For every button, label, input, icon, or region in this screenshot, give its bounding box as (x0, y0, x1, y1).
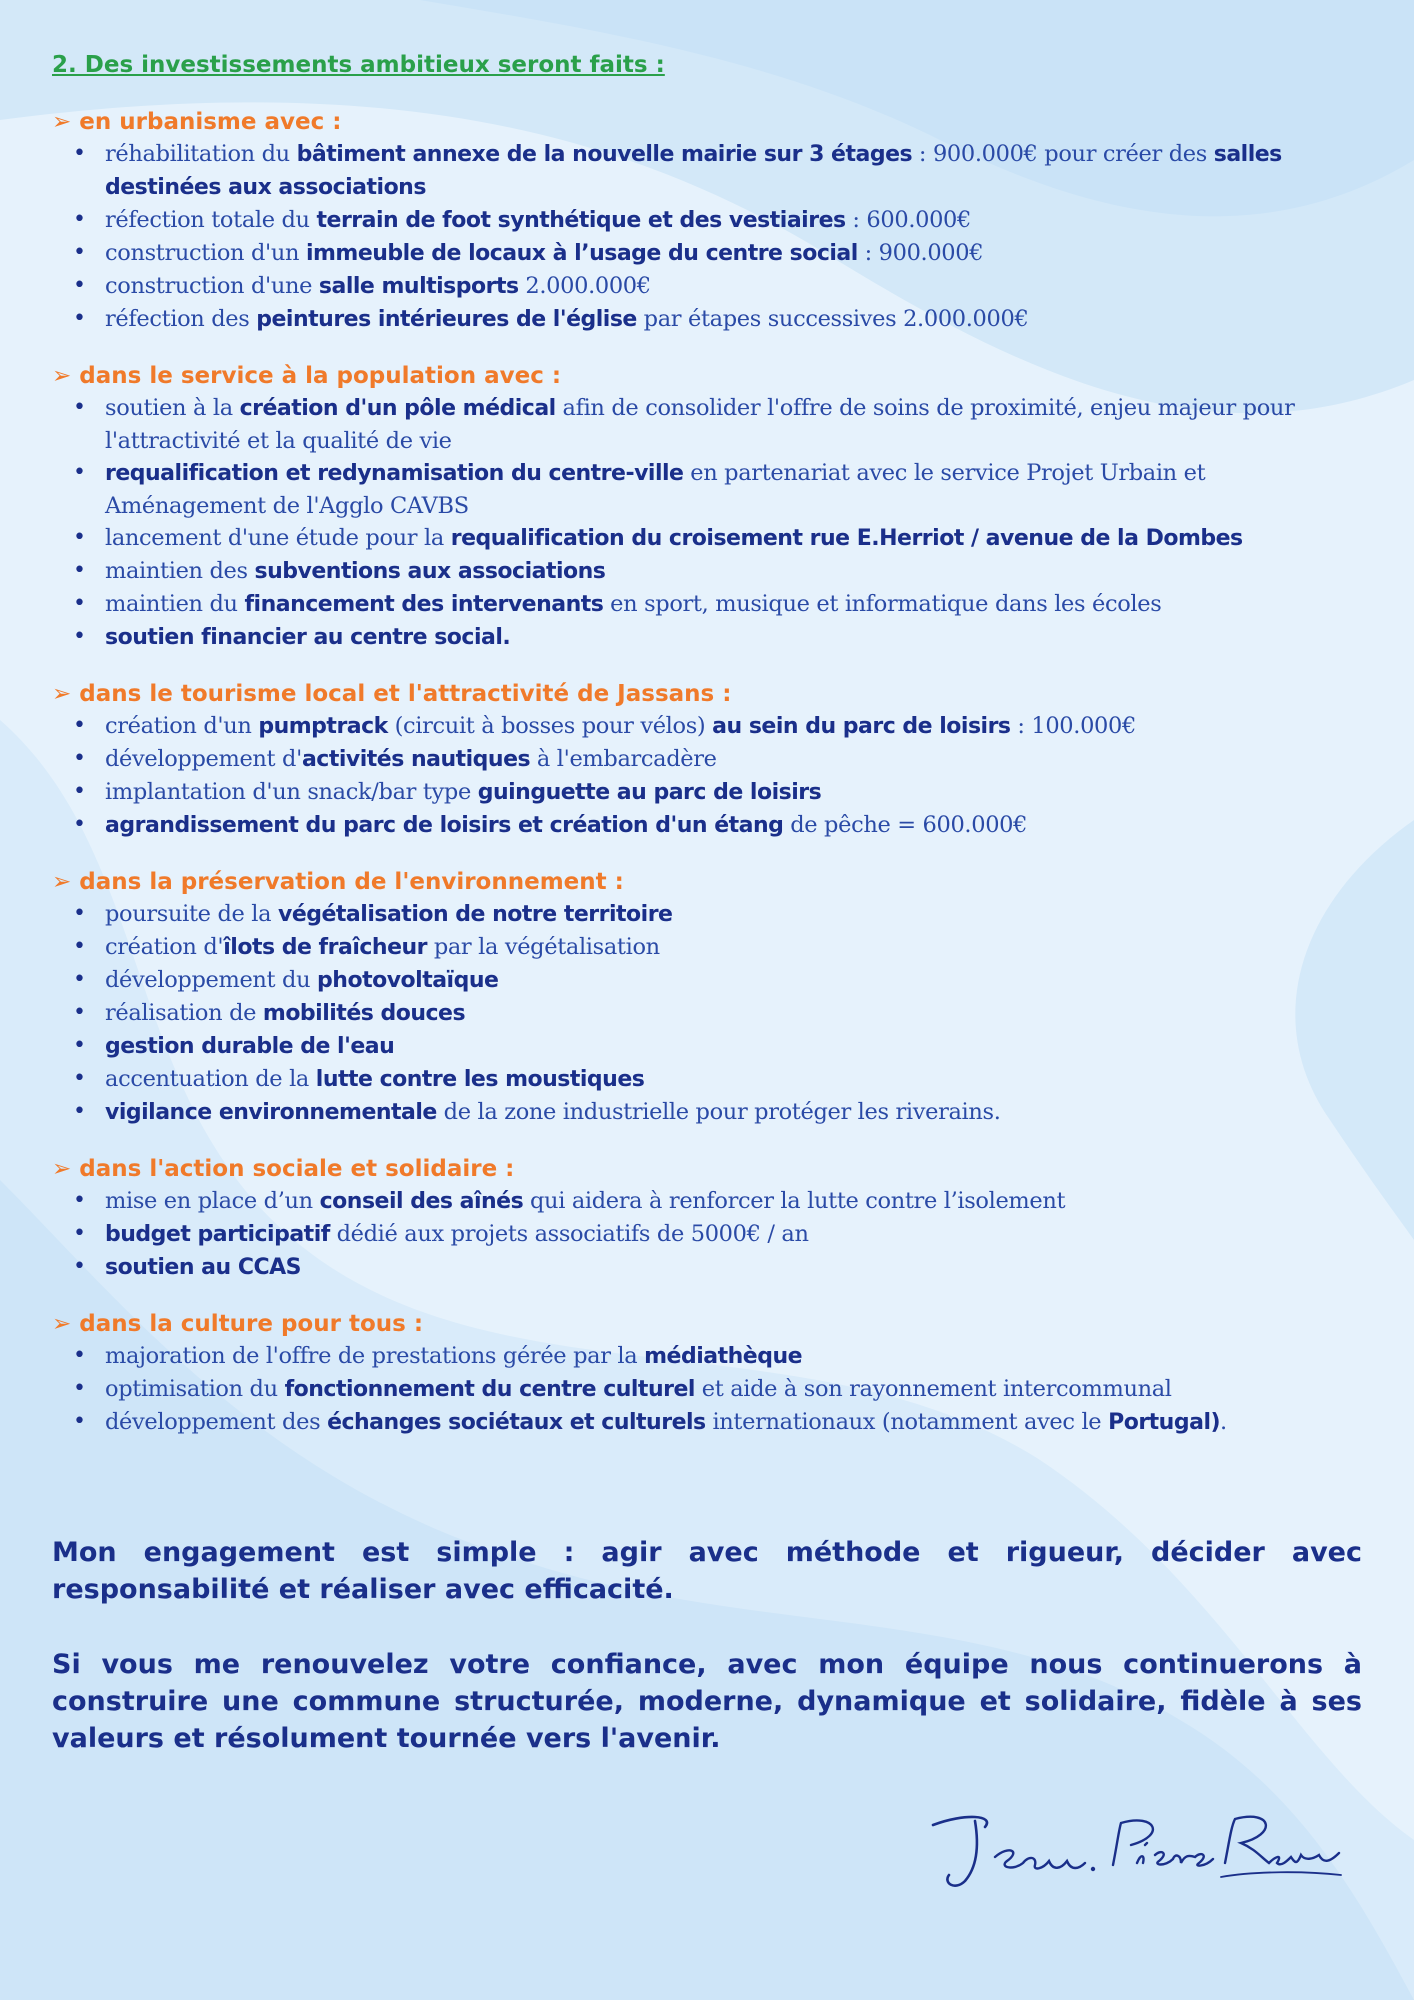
list-item (105, 237, 1362, 270)
list-item (105, 555, 1362, 588)
emphasis-text: conseil des aînés (319, 1189, 524, 1214)
item-text: : 900.000€ (857, 240, 984, 266)
list-item (105, 270, 1362, 303)
item-text: internationaux (notamment avec le (705, 1409, 1109, 1435)
item-text: poursuite de la (105, 901, 278, 927)
section-title-text: dans l'action sociale et solidaire : (79, 1156, 515, 1182)
section-3 (52, 866, 1362, 1129)
list-item (105, 588, 1362, 621)
item-text: de la zone industrielle pour protéger les riverains. (436, 1099, 1001, 1125)
item-text: : 900.000€ pour créer des (912, 141, 1214, 167)
emphasis-text: financement des intervenants (244, 592, 604, 617)
emphasis-text: échanges sociétaux et culturels (327, 1410, 706, 1435)
item-text: en partenariat avec le service Projet Urbain et Aménagement de l'Agglo CAVBS (105, 460, 1206, 519)
emphasis-text: immeuble de locaux à l’usage du centre social (305, 241, 858, 266)
section-title (52, 866, 1362, 898)
list-item (105, 303, 1362, 336)
item-text: 2.000.000€ (518, 273, 651, 299)
item-text: développement des (105, 1409, 328, 1435)
item-text: et aide à son rayonnement intercommunal (694, 1376, 1172, 1402)
item-text: majoration de l'offre de prestations gérée par la (105, 1343, 645, 1369)
bullet-list (52, 710, 1362, 842)
item-text: réhabilitation du (105, 141, 297, 167)
handwritten-signature (925, 1805, 1345, 1895)
emphasis-text: requalification du croisement rue E.Herriot / avenue de la Dombes (450, 526, 1243, 551)
item-text: construction d'une (105, 273, 319, 299)
item-text: lancement d'une étude pour la (105, 525, 451, 551)
emphasis-text: végétalisation de notre territoire (277, 902, 673, 927)
emphasis-text: pumptrack (258, 714, 388, 739)
section-title-text: dans le service à la population avec : (79, 363, 562, 389)
list-item (105, 898, 1362, 931)
item-text: : 600.000€ (845, 207, 971, 233)
list-item (105, 743, 1362, 776)
item-text: création d' (105, 934, 224, 960)
emphasis-text: au sein du parc de loisirs (712, 714, 1011, 739)
item-text: maintien des (105, 558, 255, 584)
list-item (105, 1063, 1362, 1096)
arrow-bullet-icon: ➢ (52, 363, 72, 389)
item-text: mise en place d’un (105, 1188, 320, 1214)
item-text: (circuit à bosses pour vélos) (387, 713, 713, 739)
emphasis-text: médiathèque (644, 1344, 803, 1369)
list-item (105, 964, 1362, 997)
item-text: : 100.000€ (1010, 713, 1136, 739)
list-item (105, 1096, 1362, 1129)
emphasis-text: gestion durable de l'eau (105, 1034, 395, 1059)
section-0 (52, 106, 1362, 336)
section-5 (52, 1308, 1362, 1439)
item-text: soutien à la (105, 395, 240, 421)
item-text: maintien du (105, 591, 245, 617)
section-title (52, 360, 1362, 392)
emphasis-text: salles destinées aux associations (105, 142, 1282, 200)
emphasis-text: soutien financier au centre social. (105, 625, 511, 650)
item-text: réalisation de (105, 1000, 263, 1026)
emphasis-text: Portugal) (1108, 1410, 1221, 1435)
arrow-bullet-icon: ➢ (52, 681, 72, 707)
closing-paragraph-2: Si vous me renouvelez votre confiance, avec mon équipe nous continuerons à construire une commune structurée, moderne, dynamique et solidaire, fidèle à ses valeurs et résolument tournée vers l'avenir. (52, 1649, 1362, 1754)
item-text: développement d' (105, 746, 302, 772)
emphasis-text: terrain de foot synthétique et des vestiaires (316, 208, 846, 233)
emphasis-text: soutien au CCAS (105, 1255, 301, 1280)
list-item (105, 931, 1362, 964)
sections-container (52, 106, 1362, 1439)
list-item (105, 1185, 1362, 1218)
emphasis-text: lutte contre les moustiques (315, 1067, 645, 1092)
emphasis-text: salle multisports (318, 274, 519, 299)
section-title-text: dans la culture pour tous : (79, 1311, 424, 1337)
section-4 (52, 1153, 1362, 1284)
section-1 (52, 360, 1362, 654)
list-item (105, 392, 1362, 457)
item-text: de pêche = 600.000€ (783, 812, 1028, 838)
page-heading: 2. Des investissements ambitieux seront faits : (52, 52, 665, 78)
closing-paragraph-1: Mon engagement est simple : agir avec méthode et rigueur, décider avec responsabilité et réaliser avec efficacité. (52, 1537, 1362, 1605)
arrow-bullet-icon: ➢ (52, 1311, 72, 1337)
bullet-list (52, 138, 1362, 336)
arrow-bullet-icon: ➢ (52, 869, 72, 895)
item-text: implantation d'un snack/bar type (105, 779, 478, 805)
item-text: par étapes successives 2.000.000€ (636, 306, 1029, 332)
list-item (105, 1340, 1362, 1373)
item-text: développement du (105, 967, 318, 993)
item-text: dédié aux projets associatifs de 5000€ / an (329, 1221, 809, 1247)
emphasis-text: photovoltaïque (317, 968, 499, 993)
section-title (52, 1308, 1362, 1340)
emphasis-text: création d'un pôle médical (239, 396, 556, 421)
arrow-bullet-icon: ➢ (52, 1156, 72, 1182)
item-text: réfection des (105, 306, 257, 332)
list-item (105, 997, 1362, 1030)
item-text: afin de consolider l'offre de soins de proximité, enjeu majeur pour l'attractivité et la qualité de vie (105, 395, 1295, 454)
list-item (105, 522, 1362, 555)
item-text: création d'un (105, 713, 259, 739)
item-text: construction d'un (105, 240, 306, 266)
emphasis-text: activités nautiques (301, 747, 531, 772)
item-text: à l'embarcadère (530, 746, 717, 772)
item-text: optimisation du (105, 1376, 285, 1402)
list-item (105, 621, 1362, 654)
section-2 (52, 678, 1362, 842)
emphasis-text: mobilités douces (262, 1001, 466, 1026)
emphasis-text: budget participatif (105, 1222, 330, 1247)
list-item (105, 1406, 1362, 1439)
list-item (105, 1373, 1362, 1406)
section-title-text: dans la préservation de l'environnement : (79, 869, 624, 895)
list-item (105, 710, 1362, 743)
list-item (105, 138, 1362, 204)
arrow-bullet-icon: ➢ (52, 109, 72, 135)
list-item (105, 1218, 1362, 1251)
item-text: . (1220, 1409, 1227, 1435)
item-text: par la végétalisation (427, 934, 660, 960)
section-title (52, 106, 1362, 138)
section-title-text: en urbanisme avec : (79, 109, 342, 135)
section-title-text: dans le tourisme local et l'attractivité de Jassans : (79, 681, 732, 707)
list-item (105, 204, 1362, 237)
list-item (105, 1251, 1362, 1284)
emphasis-text: peintures intérieures de l'église (256, 307, 637, 332)
emphasis-text: requalification et redynamisation du centre-ville (105, 461, 684, 486)
document-page (52, 52, 1362, 1757)
list-item (105, 809, 1362, 842)
emphasis-text: fonctionnement du centre culturel (284, 1377, 695, 1402)
item-text: qui aidera à renforcer la lutte contre l’isolement (523, 1188, 1066, 1214)
bullet-list (52, 392, 1362, 654)
bullet-list (52, 898, 1362, 1129)
emphasis-text: guinguette au parc de loisirs (477, 780, 822, 805)
bullet-list (52, 1340, 1362, 1439)
emphasis-text: subventions aux associations (254, 559, 606, 584)
emphasis-text: îlots de fraîcheur (223, 935, 428, 960)
item-text: réfection totale du (105, 207, 317, 233)
bullet-list (52, 1185, 1362, 1284)
emphasis-text: bâtiment annexe de la nouvelle mairie sur 3 étages (296, 142, 913, 167)
list-item (105, 1030, 1362, 1063)
section-title (52, 678, 1362, 710)
list-item (105, 776, 1362, 809)
section-title (52, 1153, 1362, 1185)
item-text: en sport, musique et informatique dans les écoles (603, 591, 1162, 617)
item-text: accentuation de la (105, 1066, 316, 1092)
emphasis-text: vigilance environnementale (105, 1100, 437, 1125)
list-item (105, 457, 1362, 522)
emphasis-text: agrandissement du parc de loisirs et création d'un étang (105, 813, 784, 838)
